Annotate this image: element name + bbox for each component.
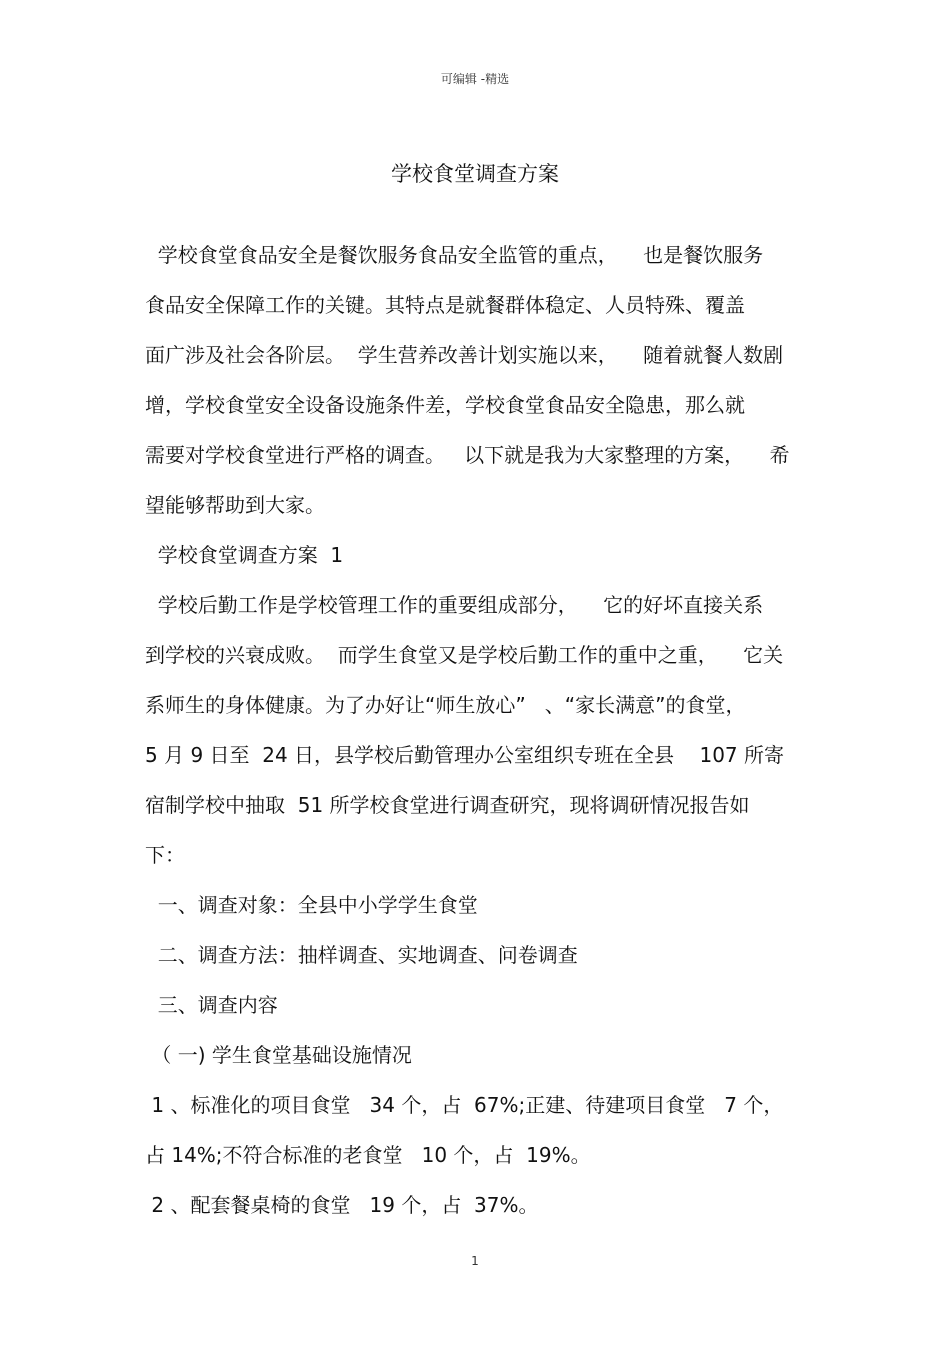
- body-line: 望能够帮助到大家。: [145, 493, 325, 517]
- body-line: 学校食堂食品安全是餐饮服务食品安全监管的重点， 也是餐饮服务: [145, 243, 764, 267]
- document-title: 学校食堂调查方案: [391, 162, 559, 186]
- body-line: 面广涉及社会各阶层。 学生营养改善计划实施以来， 随着就餐人数剧: [145, 343, 784, 367]
- sub-heading: （ 一) 学生食堂基础设施情况: [145, 1043, 412, 1067]
- section-heading: 学校食堂调查方案 1: [145, 543, 344, 567]
- body-line: 占 14%;不符合标准的老食堂 10 个，占 19%。: [145, 1143, 591, 1167]
- list-item: 二、调查方法：抽样调查、实地调查、问卷调查: [145, 943, 578, 967]
- list-item: 2 、配套餐桌椅的食堂 19 个，占 37%。: [145, 1193, 539, 1217]
- body-line: 5 月 9 日至 24 日，县学校后勤管理办公室组织专班在全县 107 所寄: [145, 743, 785, 767]
- page-number: 1: [471, 1254, 479, 1268]
- list-item: 三、调查内容: [145, 993, 278, 1017]
- body-line: 食品安全保障工作的关键。其特点是就餐群体稳定、人员特殊、覆盖: [145, 293, 745, 317]
- list-item: 一、调查对象：全县中小学学生食堂: [145, 893, 478, 917]
- body-line: 下：: [145, 843, 185, 867]
- list-item: 1 、标准化的项目食堂 34 个，占 67%;正建、待建项目食堂 7 个，: [145, 1093, 784, 1117]
- page-header: 可编辑 -精选: [440, 72, 510, 86]
- body-line: 到学校的兴衰成败。 而学生食堂又是学校后勤工作的重中之重， 它关: [145, 643, 784, 667]
- body-line: 需要对学校食堂进行严格的调查。 以下就是我为大家整理的方案， 希: [145, 443, 790, 467]
- body-line: 系师生的身体健康。为了办好让“师生放心” 、“家长满意”的食堂，: [145, 693, 746, 717]
- body-line: 增，学校食堂安全设备设施条件差，学校食堂食品安全隐患，那么就: [145, 393, 745, 417]
- body-line: 学校后勤工作是学校管理工作的重要组成部分， 它的好坏直接关系: [145, 593, 764, 617]
- body-line: 宿制学校中抽取 51 所学校食堂进行调查研究，现将调研情况报告如: [145, 793, 750, 817]
